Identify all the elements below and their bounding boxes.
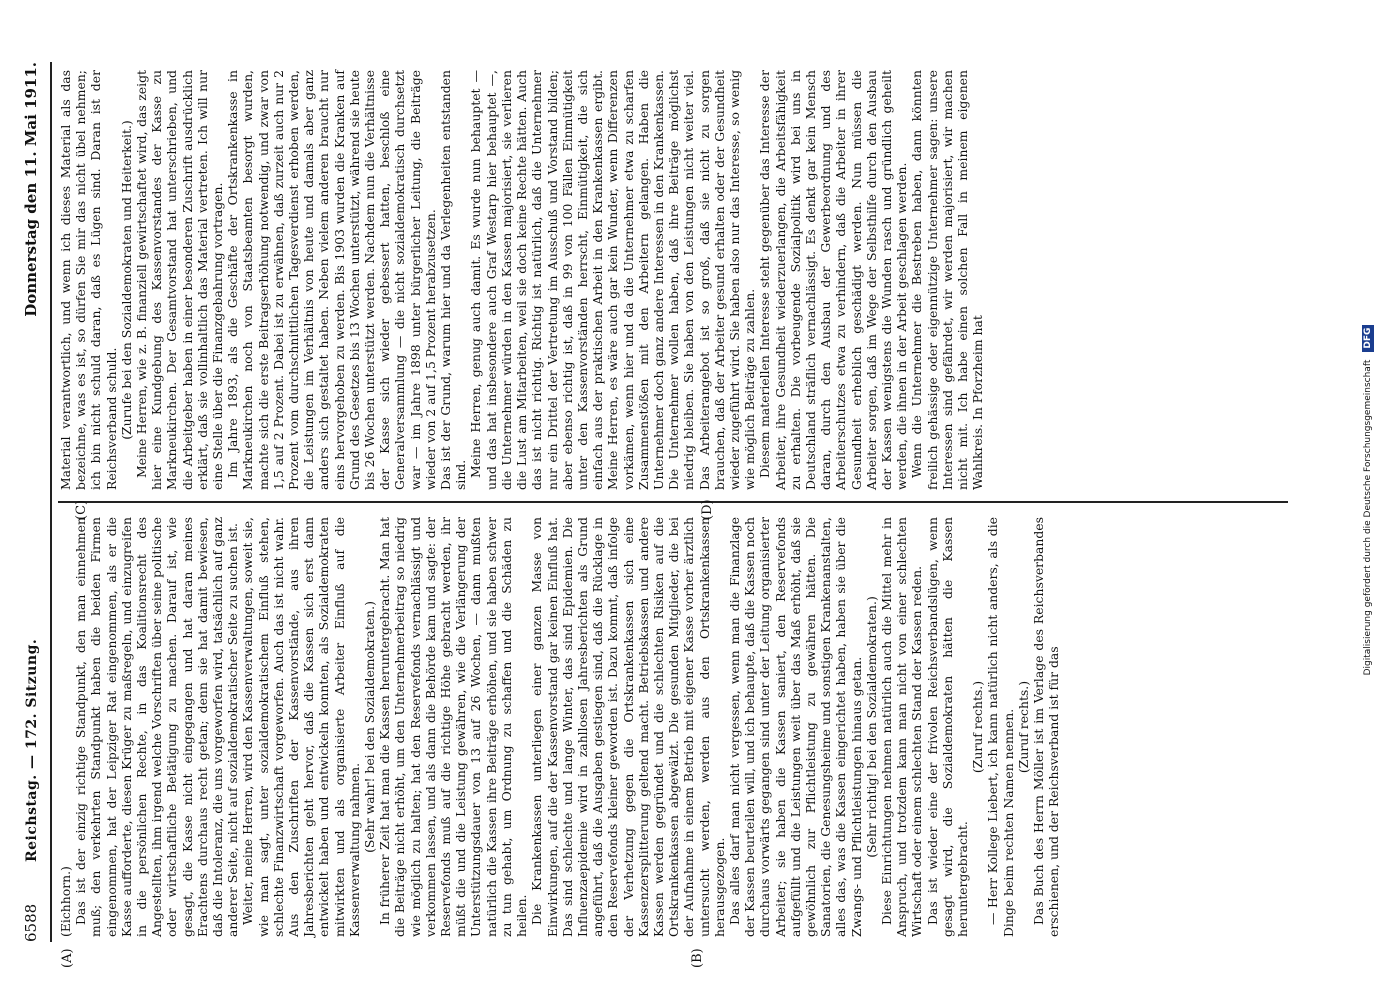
page-title: Reichstag. — 172. Sitzung.	[24, 638, 40, 862]
digitization-credit	[1362, 8, 1374, 992]
header-rule	[50, 62, 52, 942]
margin-marker-d: (D)	[700, 499, 715, 520]
paragraph: Das ist der Grund, warum hier und da Verlegenheiten entstanden sind.	[438, 70, 469, 490]
paragraph: Wenn die Unternehmer die Bestreben haben, dann könnten freilich gehässige oder eigennützige Unternehmer sagen: unsere Interessen sind gefährdet, wir werden majorisiert, wir machen nicht mit. Ich habe einen solchen Fall in meinem eigenen Wahlkreis. In Pforzheim hat	[909, 70, 986, 490]
paragraph: Das ist der einzig richtige Standpunkt, den man einnehmen muß; den verkehrten Standpunkt haben die beiden Firmen eingenommen, hat der Leipziger Rat eingenommen, als er die Kasse aufforderte, diesen Krüger zu maßregeln, und einzugreifen in die persönlichen Rechte, in das Koalitionsrecht des Angestellten, ihm irgend welche Vorschriften über seine politische oder wirtschaftliche Betätigung zu machen. Darauf ist, wie gesagt, die Kasse nicht eingegangen und hat daran meines Erachtens durchaus recht getan; denn sie hat damit bewiesen, daß die Intoleranz, die uns vorgeworfen wird, tatsächlich auf ganz anderer Seite, nicht auf sozialdemokratischer Seite zu suchen ist.	[73, 517, 241, 937]
interjection: (Zuruf rechts.)	[1015, 680, 1031, 774]
session-date: Donnerstag den 11. Mai 1911.	[22, 62, 40, 317]
page-header	[22, 62, 46, 942]
paragraph: In früherer Zeit hat man die Kassen heruntergebracht. Man hat die Beiträge nicht erhöht, um den Unternehmerbeitrag so niedrig wie möglich zu halten; hat den Reservefonds vernachlässigt und verkommen lassen, und als dann die Behörde kam und sagte: der Reservefonds muß auf die richtige Höhe gebracht werden, ihr müßt die und die Leistung gewähren, wie die Verlängerung der Unterstützungsdauer von 13 auf 26 Wochen, — dann mußten natürlich die Kassen ihre Beiträge erhöhen, und sie haben schwer zu tun gehabt, um Ordnung zu schaffen und die Schäden zu heilen.	[377, 517, 530, 937]
paragraph: Diese Einrichtungen nehmen natürlich auch die Mittel mehr in Anspruch, und trotzdem kann man nicht von einer schlechten Wirtschaft oder einem schlechten Stand der Kassen reden.	[878, 517, 925, 937]
interjection: (Sehr richtig! bei den Sozialdemokraten.)	[863, 596, 879, 858]
page-number: 6588	[22, 903, 40, 942]
paragraph: Material verantwortlich, und wenn ich dieses Material als das bezeichne, was es ist, so dürfen Sie mir das nicht übel nehmen; ich bin nicht schuld daran, daß es Lügen sind. Daran ist der Reichsverband schuld.	[58, 70, 119, 490]
credit-text: Digitalisierung gefördert durch die Deutsche Forschungsgemeinschaft	[1363, 359, 1373, 676]
paragraph: Diesem materiellen Interesse steht gegenüber das Interesse der Arbeiter, ihre Gesundheit wiederzuerlangen, die Arbeitsfähigkeit zu erhalten. Die vorbeugende Sozialpolitik wird bei uns in Deutschland sträflich vernachlässigt. Es denkt gar kein Mensch daran, durch den Ausbau der Gewerbeordnung und des Arbeiterschutzes etwa zu verhindern, daß die Arbeiter in ihrer Gesundheit erheblich geschädigt werden. Nun müssen die Arbeiter sorgen, daß im Wege der Selbsthilfe durch den Ausbau der Kassen wenigstens die Wunden rasch und gründlich geheilt werden, die ihnen in der Arbeit geschlagen werden.	[757, 70, 910, 490]
column-divider	[58, 501, 1288, 503]
paragraph: Weiter, meine Herren, wird den Kassenverwaltungen, soweit sie, wie man sagt, unter sozialdemokratischem Einfluß stehen, schlechte Finanzwirtschaft vorgeworfen. Auch das ist nicht wahr. Aus den Zuschriften der Kassenvorstände, aus ihren Jahresberichten geht hervor, daß die Kassen sich erst dann entwickelt haben und entwickeln konnten, als Sozialdemokraten mitwirkten und als organisierte Arbeiter Einfluß auf die Kassenverwaltung nahmen.	[240, 517, 362, 937]
paragraph: Die Krankenkassen unterliegen einer ganzen Masse von Einwirkungen, auf die der Kassenvorstand gar keinen Einfluß hat. Das sind schlechte und lange Winter, das sind Epidemien. Die Influenzaepidemie wird in zahllosen Jahresberichten als Grund angeführt, daß die Ausgaben gestiegen sind, daß die Rücklage in den Reservefonds kleiner geworden ist. Dazu kommt, daß infolge der Verhetzung gegen die Ortskrankenkassen sich eine Kassenzersplitterung geltend macht. Betriebskassen und andere Kassen werden gegründet und die schlechten Risiken auf die Ortskrankenkassen abgewälzt. Die gesunden Mitglieder, die bei der Aufnahme in einem Betrieb mit eigener Kasse vorher ärztlich untersucht werden, werden aus den Ortskrankenkassen herausgezogen.	[529, 517, 727, 937]
right-column	[58, 70, 985, 490]
margin-marker-b: (B)	[690, 948, 705, 968]
paragraph: Meine Herren, wie z. B. finanziell gewirtschaftet wird, das zeigt hier eine Kundgebung des Kassenvorstandes der Kasse zu Markneukirchen. Der Gesamtvorstand hat unterschrieben, und die Arbeitgeber haben in einer besonderen Zuschrift ausdrücklich erklärt, daß sie vollinhaltlich das Material vertreten. Ich will nur eine Stelle über die Finanzgebahrung vortragen.	[134, 70, 226, 490]
left-column	[58, 517, 1061, 937]
paragraph: Das Buch des Herrn Möller ist im Verlage des Reichsverbandes erschienen, und der Reichsverband ist für das	[1031, 517, 1062, 937]
paragraph: Das ist wieder eine der frivolen Reichsverbandslügen, wenn gesagt wird, die Sozialdemokraten hätten die Kassen heruntergebracht.	[924, 517, 970, 937]
speaker-label: (Eichhorn.)	[58, 866, 73, 937]
interjection: (Sehr wahr! bei den Sozialdemokraten.)	[362, 601, 378, 853]
interjection: (Zurufe bei den Sozialdemokraten und Heiterkeit.)	[118, 120, 134, 440]
margin-marker-a: (A)	[60, 948, 75, 968]
paragraph: Meine Herren, genug auch damit. Es wurde nun behauptet — und das hat insbesondere auch Graf Westarp hier behauptet —, die Unternehmer würden in den Kassen majorisiert, sie verlieren die Lust am Mitarbeiten, weil sie doch keine Rechte hätten. Auch das ist nicht richtig. Richtig ist natürlich, daß die Unternehmer nur ein Drittel der Vertretung im Ausschuß und Vorstand bilden; aber ebenso richtig ist, daß in 99 von 100 Fällen Einmütigkeit unter den Kassenvorständen herrscht, Einmütigkeit, die sich einfach aus der praktischen Arbeit in den Krankenkassen ergibt. Meine Herren, es wäre auch gar kein Wunder, wenn Differenzen vorkämen, wenn hier und da die Unternehmer etwa zu scharfen Zusammenstößen mit den Arbeitern gelangen. Haben die Unternehmer doch ganz andere Interessen in den Krankenkassen. Die Unternehmer wollen haben, daß ihre Beiträge möglichst niedrig bleiben. Sie haben von den Leistungen nicht weiter viel. Das Arbeiterangebot ist so groß, daß sie nicht zu sorgen brauchen, daß der Arbeiter gesund erhalten oder der Gesundheit wieder zugeführt wird. Sie haben also nur das Interesse, so wenig wie möglich Beiträge zu zahlen.	[468, 70, 758, 490]
interjection: (Zuruf rechts.)	[970, 680, 986, 774]
paragraph: Das alles darf man nicht vergessen, wenn man die Finanzlage der Kassen beurteilen will, und ich behaupte, daß die Kassen noch durchaus vorwärts gegangen sind unter der Leitung organisierter Arbeiter; sie haben die Kassen saniert, den Reservefonds aufgefüllt und die Leistungen weit über das Maß erhöht, daß sie gewöhnlich zur Pflichtleistung zu gewähren hätten. Die Sanatorien, die Genesungsheime und sonstigen Krankenanstalten, alles das, was die Kassen eingerichtet haben, haben sie über die Zwangs- und Pflichtleistungen hinaus getan.	[726, 517, 864, 937]
dfg-logo: DFG	[1362, 325, 1374, 352]
margin-marker-c: (C)	[74, 499, 89, 520]
paragraph: — Herr Kollege Liebert, ich kann natürlich nicht anders, als die Dinge beim rechten Namen nennen.	[985, 517, 1016, 937]
quoted-paragraph: Im Jahre 1893, als die Geschäfte der Ortskrankenkasse in Markneukirchen noch von Staatsbeamten besorgt wurden, machte sich die erste Beitragserhöhung notwendig, und zwar von 1,5 auf 2 Prozent. Dabei ist zu erwähnen, daß zurzeit auch nur 2 Prozent vom durchschnittlichen Tagesverdienst erhoben werden, die Leistungen im Verhältnis von heute und damals aber ganz anders sich gestaltet haben. Neben vielem anderen braucht nur eins hervorgehoben zu werden. Bis 1903 wurden die Kranken auf Grund des Gesetzes bis 13 Wochen unterstützt, während sie heute bis 26 Wochen unterstützt werden. Nachdem nun die Verhältnisse der Kasse sich wieder gebessert hatten, beschloß eine Generalversammlung — die nicht sozialdemokratisch durchsetzt war — im Jahre 1898 unter bürgerlicher Leitung, die Beiträge wieder von 2 auf 1,5 Prozent herabzusetzen.	[225, 70, 438, 490]
